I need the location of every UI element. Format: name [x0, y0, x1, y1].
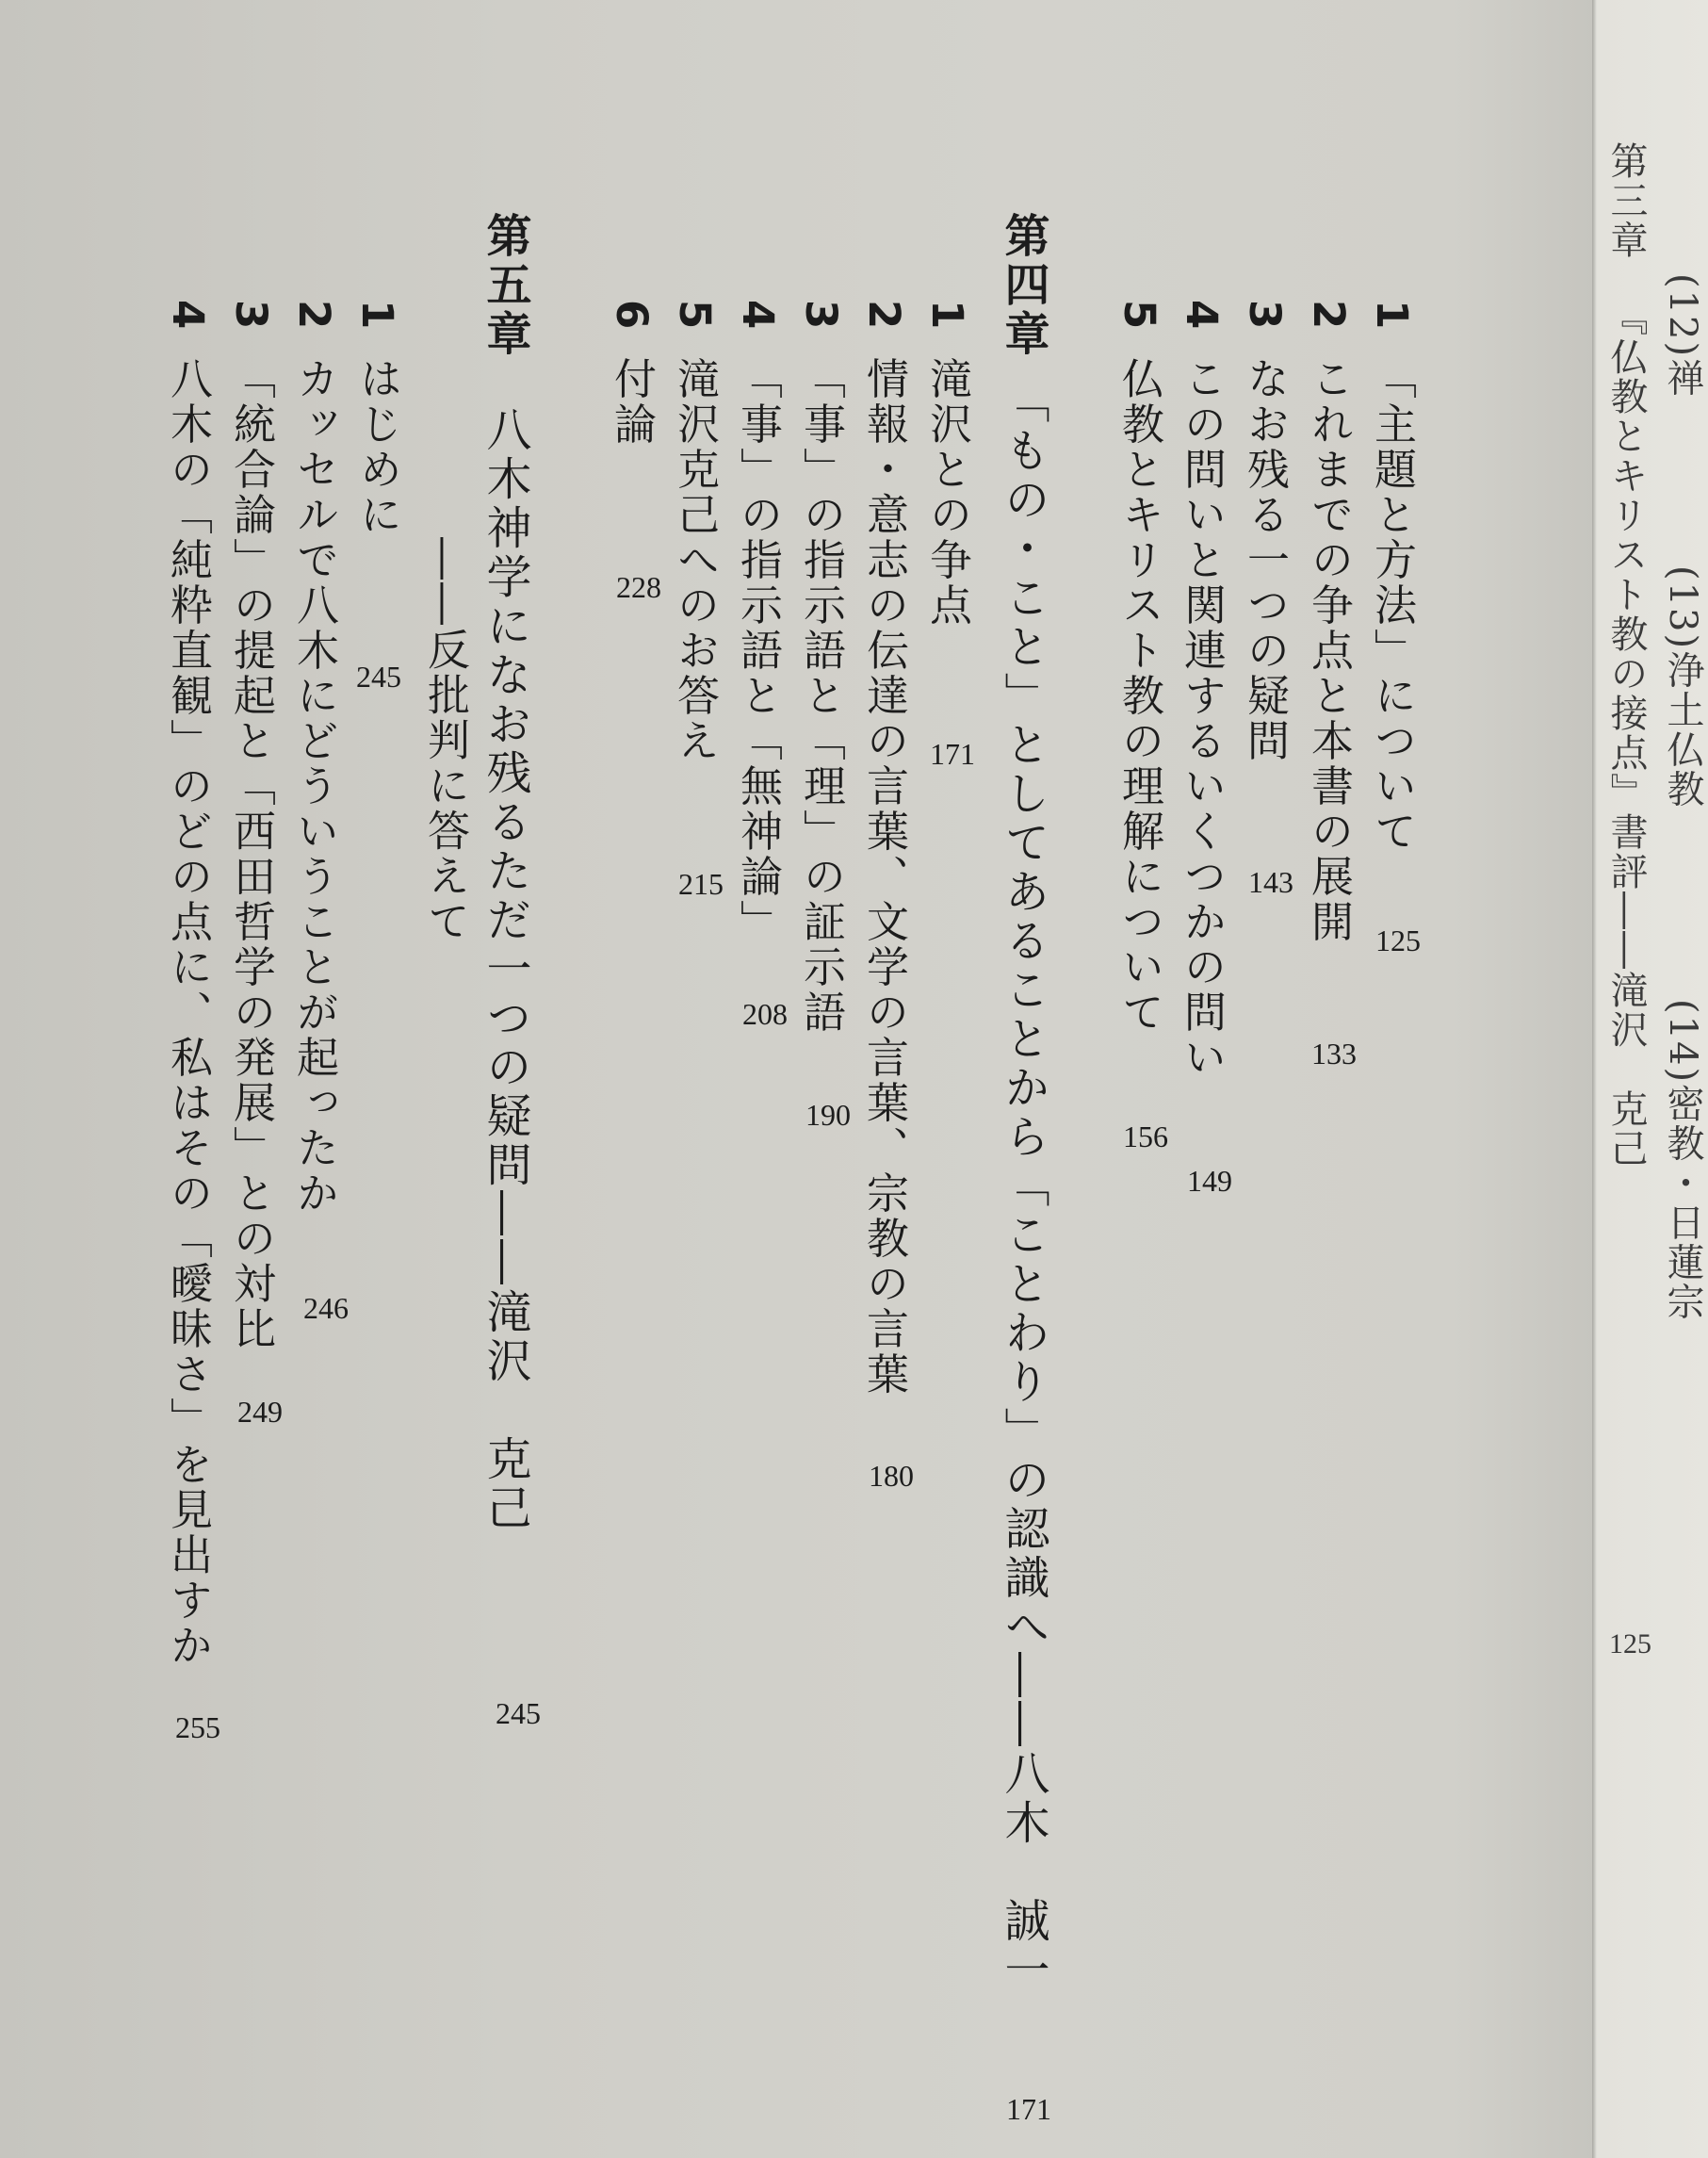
page-number: 156 [1123, 1120, 1168, 1153]
page-number: 255 [175, 1710, 220, 1744]
page-number: 125 [1609, 1628, 1651, 1659]
page-number: 125 [1375, 924, 1421, 957]
page-number: 208 [742, 997, 788, 1031]
page-number: 245 [496, 1696, 541, 1730]
page-number: 228 [616, 570, 661, 604]
page-number: 143 [1248, 865, 1293, 899]
page-number: 171 [930, 737, 975, 771]
page-number: 245 [356, 660, 401, 694]
page-number: 249 [237, 1395, 283, 1429]
toc-entry-4-1: 1滝沢との争点 [922, 300, 972, 629]
facing-item-12: (12)禅 [1661, 273, 1704, 399]
chapter-5-subtitle: ――反批判に答えて [420, 537, 470, 944]
toc-entry-3-5: 5仏教とキリスト教の理解について [1114, 300, 1164, 1036]
toc-entry-5-3: 3「統合論」の提起と「西田哲学の発展」との対比 [226, 300, 276, 1352]
toc-entry-4-5: 5滝沢克己へのお答え [670, 300, 720, 764]
page-number: 246 [303, 1291, 349, 1325]
chapter-5-heading: 第五章八木神学になお残るただ一つの疑問――滝沢 克己 [479, 212, 531, 1533]
facing-page [1592, 0, 1708, 2158]
chapter-4-heading: 第四章「もの・こと」としてあることから「ことわり」の認識へ――八木 誠一 [997, 212, 1049, 1995]
facing-item-13: (13)浄土仏教 [1661, 565, 1704, 809]
page-number: 180 [869, 1459, 914, 1493]
page-number: 133 [1311, 1037, 1357, 1071]
toc-entry-5-2: 2カッセルで八木にどういうことが起ったか [289, 300, 339, 1217]
page-number: 149 [1187, 1164, 1232, 1198]
toc-entry-4-6: 6付論 [607, 300, 657, 448]
page-number: 215 [678, 867, 724, 901]
facing-chapter-heading: 第三章『仏教とキリスト教の接点』書評――滝沢 克己 [1604, 141, 1648, 1169]
page-number: 190 [805, 1098, 851, 1132]
toc-entry-4-4: 4「事」の指示語と「無神論」 [733, 300, 783, 945]
toc-entry-3-4: 4この問いと関連するいくつかの問い [1177, 300, 1227, 1081]
page-number: 171 [1006, 2092, 1051, 2126]
toc-entry-3-3: 3なお残る一つの疑問 [1240, 300, 1290, 764]
toc-entry-5-4: 4八木の「純粋直観」のどの点に、私はその「曖昧さ」を見出すか [163, 300, 213, 1669]
facing-item-14: (14)密教・日蓮宗 [1661, 999, 1704, 1322]
toc-entry-3-1: 1「主題と方法」について [1367, 300, 1417, 855]
toc-entry-4-3: 3「事」の指示語と「理」の証示語 [796, 300, 846, 1036]
toc-entry-5-1: 1はじめに [352, 300, 402, 538]
toc-entry-4-2: 2情報・意志の伝達の言葉、文学の言葉、宗教の言葉 [859, 300, 909, 1398]
toc-entry-3-2: 2これまでの争点と本書の展開 [1304, 300, 1354, 945]
